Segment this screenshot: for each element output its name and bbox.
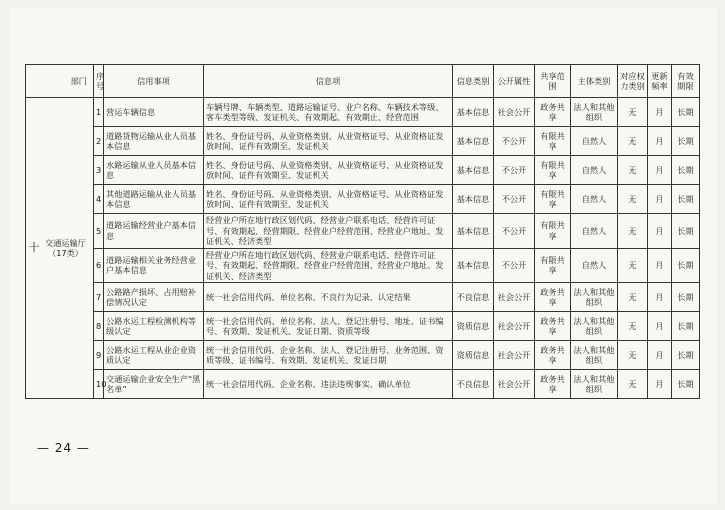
info-cell: 车辆号牌、车辆类型、道路运输证号、业户名称、车辆技术等级、客车类型等级、发证机关、有效期起、有效期止、经营范围 [204, 98, 453, 127]
seq-cell: 10 [94, 370, 104, 399]
header-info-type: 信息类别 [453, 65, 494, 98]
info-cell: 姓名、身份证号码、从业资格类别、从业资格证号、从业资格证发放时间、证件有效期至、发证机关 [204, 156, 453, 185]
credit-catalog-table [25, 64, 700, 399]
item-cell: 水路运输从业人员基本信息 [104, 156, 204, 185]
info-type-cell: 基本信息 [453, 185, 494, 214]
public-attr-cell: 不公开 [494, 214, 535, 249]
header-power-type: 对应权力类别 [618, 65, 648, 98]
header-seq: 序号 [94, 65, 104, 98]
info-cell: 统一社会信用代码、单位名称、法人、登记注册号、地址、证书编号、有效期、发证机关、发证日期、资质等级 [204, 312, 453, 341]
update-freq-cell: 月 [648, 156, 672, 185]
power-type-cell: 无 [618, 185, 648, 214]
share-scope-cell: 有限共享 [535, 127, 571, 156]
item-cell: 交通运输企业安全生产“黑名单” [104, 370, 204, 399]
header-info: 信息项 [204, 65, 453, 98]
update-freq-cell: 月 [648, 185, 672, 214]
validity-cell: 长期 [672, 370, 700, 399]
info-cell: 统一社会信用代码、单位名称、不良行为记录、认定结果 [204, 283, 453, 312]
share-scope-cell: 有限共享 [535, 248, 571, 283]
validity-cell: 长期 [672, 248, 700, 283]
table-row [26, 341, 700, 370]
validity-cell: 长期 [672, 283, 700, 312]
update-freq-cell: 月 [648, 127, 672, 156]
share-scope-cell: 有限共享 [535, 214, 571, 249]
header-item: 信用事项 [104, 65, 204, 98]
table-row [26, 283, 700, 312]
table-row [26, 248, 700, 283]
subject-type-cell: 自然人 [571, 214, 618, 249]
public-attr-cell: 社会公开 [494, 312, 535, 341]
public-attr-cell: 社会公开 [494, 98, 535, 127]
item-cell: 道路运输经营业户基本信息 [104, 214, 204, 249]
seq-cell: 4 [94, 185, 104, 214]
info-type-cell: 基本信息 [453, 156, 494, 185]
seq-cell: 8 [94, 312, 104, 341]
item-cell: 公路水运工程检测机构等级认定 [104, 312, 204, 341]
public-attr-cell: 不公开 [494, 185, 535, 214]
info-cell: 姓名、身份证号码、从业资格类别、从业资格证号、从业资格证发放时间、证件有效期至、发证机关 [204, 127, 453, 156]
public-attr-cell: 不公开 [494, 156, 535, 185]
subject-type-cell: 法人和其他组织 [571, 98, 618, 127]
subject-type-cell: 法人和其他组织 [571, 283, 618, 312]
seq-cell: 1 [94, 98, 104, 127]
validity-cell: 长期 [672, 341, 700, 370]
info-cell: 统一社会信用代码、企业名称、违法违规事实、确认单位 [204, 370, 453, 399]
header-dept: 部门 [26, 65, 94, 98]
update-freq-cell: 月 [648, 98, 672, 127]
subject-type-cell: 自然人 [571, 185, 618, 214]
share-scope-cell: 政务共享 [535, 370, 571, 399]
subject-type-cell: 法人和其他组织 [571, 341, 618, 370]
validity-cell: 长期 [672, 312, 700, 341]
share-scope-cell: 有限共享 [535, 156, 571, 185]
header-update-freq: 更新频率 [648, 65, 672, 98]
power-type-cell: 无 [618, 370, 648, 399]
header-validity: 有效期限 [672, 65, 700, 98]
item-cell: 公路路产损坏、占用赔补偿情况认定 [104, 283, 204, 312]
info-cell: 经营业户所在地行政区划代码、经营业户联系电话、经营许可证号、有效期起、经营期限、经营业户经营范围、经营业户地址、发证机关、经济类型 [204, 214, 453, 249]
info-cell: 姓名、身份证号码、从业资格类别、从业资格证号、从业资格证发放时间、证件有效期至、发证机关 [204, 185, 453, 214]
share-scope-cell: 政务共享 [535, 98, 571, 127]
info-cell: 经营业户所在地行政区划代码、经营业户联系电话、经营许可证号、有效期起、经营期限、经营业户经营范围、经营业户地址、发证机关、经济类型 [204, 248, 453, 283]
public-attr-cell: 社会公开 [494, 370, 535, 399]
validity-cell: 长期 [672, 156, 700, 185]
table-row [26, 127, 700, 156]
seq-cell: 6 [94, 248, 104, 283]
info-type-cell: 基本信息 [453, 214, 494, 249]
dept-name: 交通运输厅（17类） [45, 237, 86, 258]
update-freq-cell: 月 [648, 248, 672, 283]
subject-type-cell: 自然人 [571, 156, 618, 185]
power-type-cell: 无 [618, 341, 648, 370]
subject-type-cell: 法人和其他组织 [571, 370, 618, 399]
update-freq-cell: 月 [648, 312, 672, 341]
share-scope-cell: 政务共享 [535, 283, 571, 312]
table-header-row [26, 65, 700, 98]
header-public-attr: 公开属性 [494, 65, 535, 98]
validity-cell: 长期 [672, 98, 700, 127]
share-scope-cell: 政务共享 [535, 312, 571, 341]
dept-cell [26, 98, 94, 399]
info-type-cell: 资质信息 [453, 341, 494, 370]
seq-cell: 3 [94, 156, 104, 185]
share-scope-cell: 政务共享 [535, 341, 571, 370]
info-cell: 统一社会信用代码、企业名称、法人、登记注册号、业务范围、资质等级、证书编号、有效期、发证机关、发证日期 [204, 341, 453, 370]
power-type-cell: 无 [618, 156, 648, 185]
header-share-scope: 共享范围 [535, 65, 571, 98]
info-type-cell: 资质信息 [453, 312, 494, 341]
power-type-cell: 无 [618, 98, 648, 127]
update-freq-cell: 月 [648, 370, 672, 399]
dept-index: 十 [28, 240, 40, 254]
update-freq-cell: 月 [648, 214, 672, 249]
table-row [26, 185, 700, 214]
subject-type-cell: 法人和其他组织 [571, 312, 618, 341]
subject-type-cell: 自然人 [571, 127, 618, 156]
table-row [26, 214, 700, 249]
info-type-cell: 不良信息 [453, 370, 494, 399]
info-type-cell: 不良信息 [453, 283, 494, 312]
seq-cell: 7 [94, 283, 104, 312]
item-cell: 公路水运工程从业企业资质认定 [104, 341, 204, 370]
public-attr-cell: 社会公开 [494, 283, 535, 312]
seq-cell: 2 [94, 127, 104, 156]
subject-type-cell: 自然人 [571, 248, 618, 283]
validity-cell: 长期 [672, 185, 700, 214]
validity-cell: 长期 [672, 127, 700, 156]
power-type-cell: 无 [618, 214, 648, 249]
page-number: — 24 — [37, 441, 90, 455]
update-freq-cell: 月 [648, 341, 672, 370]
table-row [26, 156, 700, 185]
item-cell: 营运车辆信息 [104, 98, 204, 127]
table-row [26, 370, 700, 399]
validity-cell: 长期 [672, 214, 700, 249]
info-type-cell: 基本信息 [453, 248, 494, 283]
info-type-cell: 基本信息 [453, 127, 494, 156]
info-type-cell: 基本信息 [453, 98, 494, 127]
power-type-cell: 无 [618, 283, 648, 312]
table-row [26, 312, 700, 341]
item-cell: 道路货物运输从业人员基本信息 [104, 127, 204, 156]
item-cell: 其他道路运输从业人员基本信息 [104, 185, 204, 214]
power-type-cell: 无 [618, 248, 648, 283]
update-freq-cell: 月 [648, 283, 672, 312]
public-attr-cell: 社会公开 [494, 341, 535, 370]
table-row [26, 98, 700, 127]
share-scope-cell: 有限共享 [535, 185, 571, 214]
public-attr-cell: 不公开 [494, 248, 535, 283]
item-cell: 道路运输相关业务经营业户基本信息 [104, 248, 204, 283]
power-type-cell: 无 [618, 312, 648, 341]
public-attr-cell: 不公开 [494, 127, 535, 156]
seq-cell: 9 [94, 341, 104, 370]
power-type-cell: 无 [618, 127, 648, 156]
seq-cell: 5 [94, 214, 104, 249]
header-subject-type: 主体类别 [571, 65, 618, 98]
